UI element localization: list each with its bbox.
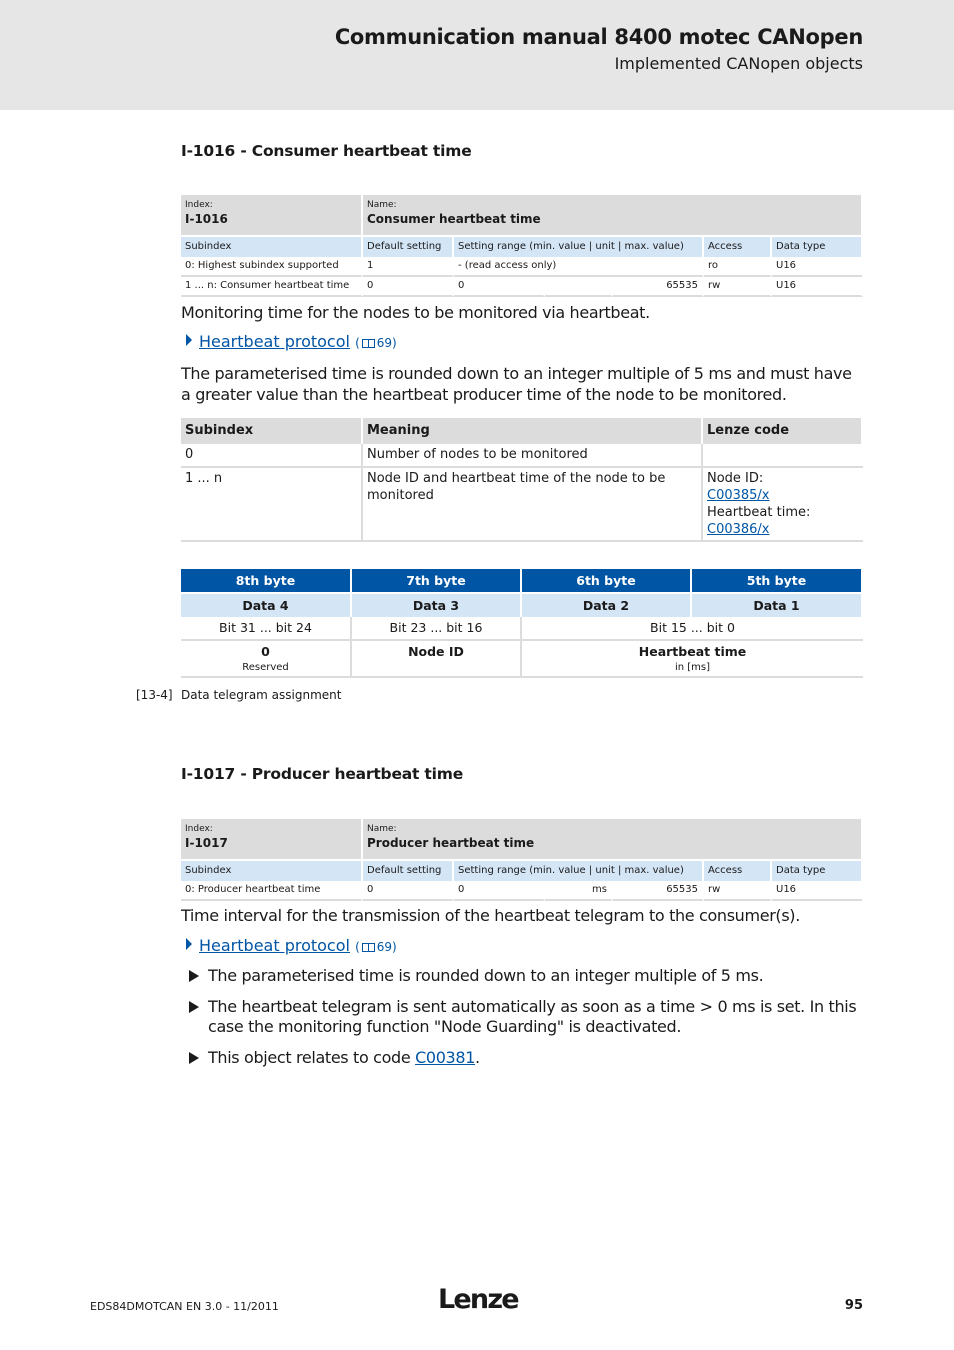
page-reference[interactable]: ( 69) bbox=[355, 336, 397, 350]
col-type: Data type bbox=[772, 859, 863, 881]
byte-assignment-table: 8th byte 7th byte 6th byte 5th byte Data 4 Data 3 Data 2 Data 1 Bit 31 ... bit 24 Bit 23 ... bit 16 Bit 15 ... bit 0 0 Reserved Node ID Heartbeat time in [ms] bbox=[181, 569, 863, 678]
header-lenze-code: Lenze code bbox=[703, 418, 863, 444]
document-title: Communication manual 8400 motec CANopen bbox=[334, 25, 863, 49]
byte-5-header: 5th byte bbox=[692, 569, 863, 592]
note-text: The parameterised time is rounded down to an integer multiple of 5 ms and must have a greater value than the heartbeat producer time of the node to be monitored. bbox=[181, 364, 852, 404]
col-subindex: Subindex bbox=[181, 859, 363, 881]
code-link-c00386[interactable]: C00386/x bbox=[707, 522, 770, 537]
cross-reference bbox=[186, 936, 397, 955]
name-cell: Name: Producer heartbeat time bbox=[363, 819, 863, 859]
lenze-logo: Lenze bbox=[438, 1284, 518, 1315]
index-cell: Index: I-1016 bbox=[181, 195, 363, 235]
book-icon bbox=[362, 339, 375, 348]
figure-caption: [13-4] Data telegram assignment bbox=[136, 688, 342, 702]
name-cell: Name: Consumer heartbeat time bbox=[363, 195, 863, 235]
arrow-right-icon bbox=[186, 334, 192, 346]
col-access: Access bbox=[704, 235, 772, 257]
byte-7-header: 7th byte bbox=[352, 569, 522, 592]
description-text: Time interval for the transmission of the heartbeat telegram to the consumer(s). bbox=[181, 906, 800, 925]
byte-8-header: 8th byte bbox=[181, 569, 352, 592]
code-link-c00385[interactable]: C00385/x bbox=[707, 488, 770, 503]
col-range: Setting range (min. value | unit | max. value) bbox=[454, 235, 704, 257]
table-row: 1 ... n Node ID and heartbeat time of the node to be monitored Node ID: C00385/x Heartbeat time: C00386/x bbox=[181, 468, 863, 542]
header-subindex: Subindex bbox=[181, 418, 363, 444]
description-text: Monitoring time for the nodes to be monitored via heartbeat. bbox=[181, 303, 650, 322]
header-meaning: Meaning bbox=[363, 418, 703, 444]
col-range: Setting range (min. value | unit | max. value) bbox=[454, 859, 704, 881]
parameter-table-i1017 bbox=[181, 819, 863, 901]
chapter-title: Implemented CANopen objects bbox=[614, 54, 863, 73]
document-id: EDS84DMOTCAN EN 3.0 - 11/2011 bbox=[90, 1300, 279, 1313]
book-icon bbox=[362, 943, 375, 952]
bullet-item: This object relates to code C00381. bbox=[189, 1048, 865, 1068]
col-default: Default setting bbox=[363, 235, 454, 257]
section-heading-i1017: I-1017 - Producer heartbeat time bbox=[181, 765, 464, 783]
bullet-triangle-icon bbox=[189, 970, 199, 982]
bullet-item: The heartbeat telegram is sent automatically as soon as a time > 0 ms is set. In this case the monitoring function "Node Guarding" is deactivated. bbox=[189, 997, 865, 1037]
cross-reference bbox=[186, 332, 397, 351]
col-subindex: Subindex bbox=[181, 235, 363, 257]
byte-6-header: 6th byte bbox=[522, 569, 692, 592]
table-row: 1 ... n: Consumer heartbeat time 0 0 65535 rw U16 bbox=[181, 277, 863, 297]
page-header bbox=[0, 0, 954, 110]
index-cell: Index: I-1017 bbox=[181, 819, 363, 859]
bullet-triangle-icon bbox=[189, 1001, 199, 1013]
col-access: Access bbox=[704, 859, 772, 881]
heartbeat-protocol-link[interactable]: Heartbeat protocol bbox=[199, 936, 350, 955]
page-reference[interactable]: ( 69) bbox=[355, 940, 397, 954]
table-row: 0: Highest subindex supported 1 - (read access only) ro U16 bbox=[181, 257, 863, 277]
arrow-right-icon bbox=[186, 938, 192, 950]
table-row: 0 Number of nodes to be monitored bbox=[181, 444, 863, 468]
table-row: 0: Producer heartbeat time 0 0 ms 65535 rw U16 bbox=[181, 881, 863, 901]
meaning-table bbox=[181, 418, 863, 542]
parameter-table-i1016 bbox=[181, 195, 863, 297]
heartbeat-protocol-link[interactable]: Heartbeat protocol bbox=[199, 332, 350, 351]
code-link-c00381[interactable]: C00381 bbox=[415, 1048, 476, 1067]
bullet-item: The parameterised time is rounded down to an integer multiple of 5 ms. bbox=[189, 966, 865, 986]
section-heading-i1016: I-1016 - Consumer heartbeat time bbox=[181, 142, 472, 160]
bullet-triangle-icon bbox=[189, 1052, 199, 1064]
page-number: 95 bbox=[844, 1298, 863, 1313]
col-default: Default setting bbox=[363, 859, 454, 881]
col-type: Data type bbox=[772, 235, 863, 257]
